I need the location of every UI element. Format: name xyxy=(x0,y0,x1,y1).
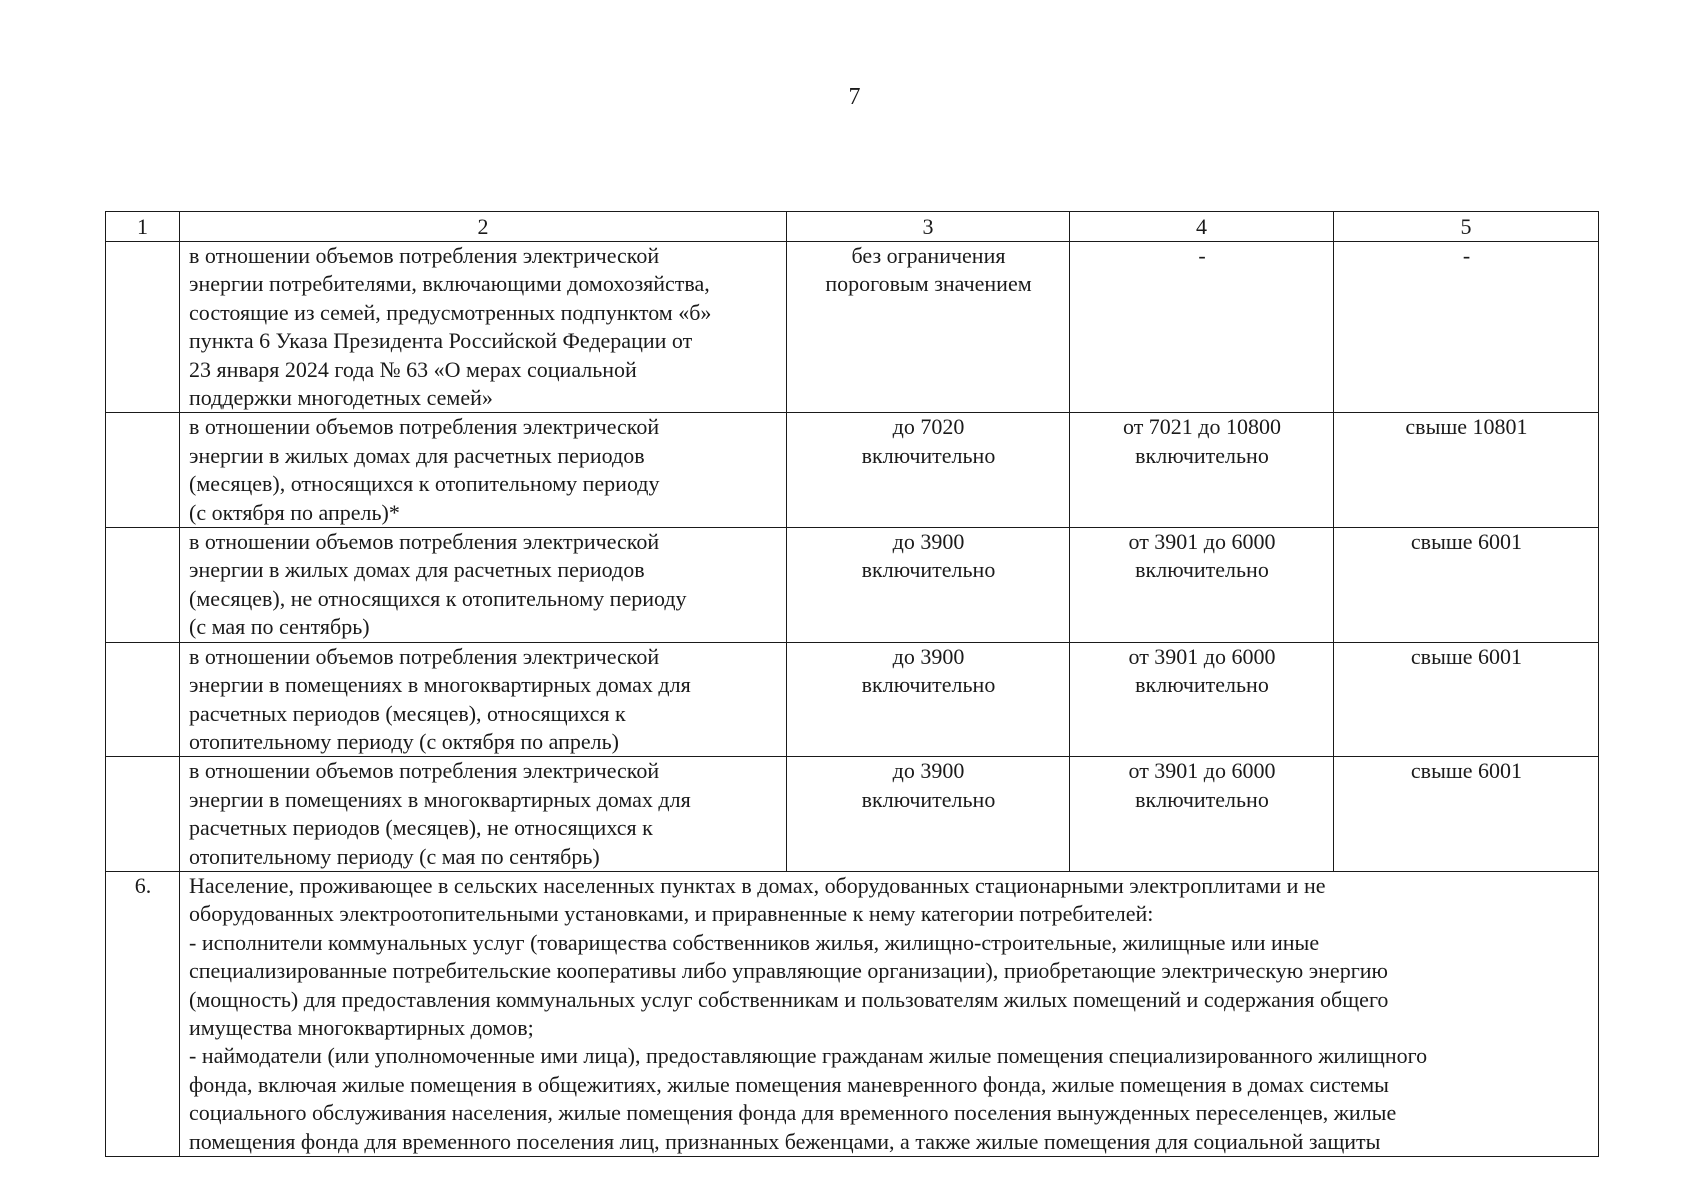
description-cell xyxy=(180,642,787,757)
table-header-row xyxy=(106,212,1599,242)
range-cell-col5 xyxy=(1334,642,1599,757)
cell-text-line: без ограничения xyxy=(851,243,1006,268)
cell-text-line: энергии в помещениях в многоквартирных домах для xyxy=(189,672,691,698)
section-6-text-cell xyxy=(180,871,1599,1156)
column-header: 3 xyxy=(787,212,1070,242)
range-cell-col4 xyxy=(1070,413,1334,528)
range-cell-col4 xyxy=(1070,528,1334,643)
range-cell-col5 xyxy=(1334,242,1599,413)
row-number-cell xyxy=(106,528,180,643)
cell-text-line: свыше 6001 xyxy=(1410,643,1523,669)
cell-text-line: энергии в жилых домах для расчетных периодов xyxy=(189,442,645,468)
page-number: 7 xyxy=(848,84,861,110)
section-number-cell: 6. xyxy=(106,871,180,1156)
cell-text-line: - xyxy=(1462,243,1471,268)
description-cell xyxy=(180,528,787,643)
description-cell xyxy=(180,757,787,872)
cell-text-line: оборудованных электроотопительными установками, и приравненные к нему категории потребителей: xyxy=(189,901,1154,927)
cell-text-line: фонда, включая жилые помещения в общежитиях, жилые помещения маневренного фонда, жилые помещения в домах системы xyxy=(189,1071,1389,1097)
cell-text-line: от 3901 до 6000 xyxy=(1128,758,1276,784)
cell-text-line: (с октября по апрель)* xyxy=(189,499,400,525)
cell-text-line: до 3900 xyxy=(892,643,965,669)
column-header: 4 xyxy=(1070,212,1334,242)
range-cell-col5 xyxy=(1334,528,1599,643)
cell-text-line: включительно xyxy=(1135,557,1269,583)
cell-text-line: энергии в помещениях в многоквартирных домах для xyxy=(189,786,691,812)
cell-text-line: включительно xyxy=(861,442,996,468)
cell-text-line: включительно xyxy=(861,557,996,583)
range-cell-col4 xyxy=(1070,242,1334,413)
cell-text-line: 23 января 2024 года № 63 «О мерах социальной xyxy=(189,356,637,382)
cell-text-line: включительно xyxy=(1135,442,1269,468)
table-row xyxy=(106,757,1599,872)
cell-text-line: (месяцев), относящихся к отопительному периоду xyxy=(189,471,660,497)
row-number-cell xyxy=(106,757,180,872)
section-6-row xyxy=(106,871,1599,1156)
cell-text-line: - исполнители коммунальных услуг (товарищества собственников жилья, жилищно-строительные, жилищные или иные xyxy=(189,929,1320,955)
cell-text-line: свыше 6001 xyxy=(1410,758,1523,784)
description-cell xyxy=(180,242,787,413)
cell-text-line: специализированные потребительские кооперативы либо управляющие организации), приобретающие электрическую энергию xyxy=(189,958,1388,984)
cell-text-line: включительно xyxy=(861,672,996,698)
cell-text-line: от 3901 до 6000 xyxy=(1128,643,1276,669)
tariff-table xyxy=(105,211,1599,1157)
table-row xyxy=(106,413,1599,528)
row-number-cell xyxy=(106,242,180,413)
description-cell xyxy=(180,413,787,528)
cell-text-line: состоящие из семей, предусмотренных подпунктом «б» xyxy=(189,299,712,325)
cell-text-line: Население, проживающее в сельских населенных пунктах в домах, оборудованных стационарными электроплитами и не xyxy=(189,872,1326,898)
cell-text-line: включительно xyxy=(861,786,996,812)
range-cell-col5 xyxy=(1334,757,1599,872)
range-cell-col3 xyxy=(787,242,1070,413)
cell-text-line: в отношении объемов потребления электрической xyxy=(189,758,660,784)
cell-text-line: до 3900 xyxy=(892,529,965,555)
table-row xyxy=(106,642,1599,757)
cell-text-line: пороговым значением xyxy=(825,271,1032,297)
cell-text-line: отопительному периоду (с октября по апрель) xyxy=(189,728,619,754)
column-header: 5 xyxy=(1334,212,1599,242)
column-header: 2 xyxy=(180,212,787,242)
cell-text-line: энергии в жилых домах для расчетных периодов xyxy=(189,557,645,583)
cell-text-line: расчетных периодов (месяцев), относящихся к xyxy=(189,700,626,726)
cell-text-line: в отношении объемов потребления электрической xyxy=(189,643,660,669)
range-cell-col3 xyxy=(787,642,1070,757)
cell-text-line: в отношении объемов потребления электрической xyxy=(189,414,660,440)
cell-text-line: до 7020 xyxy=(892,414,965,440)
range-cell-col4 xyxy=(1070,757,1334,872)
range-cell-col3 xyxy=(787,413,1070,528)
cell-text-line: до 3900 xyxy=(892,758,965,784)
range-cell-col5 xyxy=(1334,413,1599,528)
cell-text-line: - наймодатели (или уполномоченные ими лица), предоставляющие гражданам жилые помещения специализированного жилищного xyxy=(189,1043,1428,1069)
table-row xyxy=(106,528,1599,643)
cell-text-line: - xyxy=(1198,243,1206,268)
cell-text-line: пункта 6 Указа Президента Российской Федерации от xyxy=(189,328,693,354)
cell-text-line: имущества многоквартирных домов; xyxy=(189,1014,534,1040)
range-cell-col3 xyxy=(787,757,1070,872)
cell-text-line: свыше 6001 xyxy=(1410,529,1523,555)
range-cell-col4 xyxy=(1070,642,1334,757)
row-number-cell xyxy=(106,642,180,757)
cell-text-line: отопительному периоду (с мая по сентябрь) xyxy=(189,843,600,869)
cell-text-line: социального обслуживания населения, жилые помещения фонда для временного поселения вынужденных переселенцев, жилые xyxy=(189,1100,1397,1126)
cell-text-line: в отношении объемов потребления электрической xyxy=(189,529,660,555)
cell-text-line: от 7021 до 10800 xyxy=(1122,414,1282,440)
cell-text-line: поддержки многодетных семей» xyxy=(189,385,493,411)
row-number-cell xyxy=(106,413,180,528)
cell-text-line: расчетных периодов (месяцев), не относящихся к xyxy=(189,815,653,841)
range-cell-col3 xyxy=(787,528,1070,643)
cell-text-line: включительно xyxy=(1135,786,1269,812)
cell-text-line: включительно xyxy=(1135,672,1269,698)
cell-text-line: помещения фонда для временного поселения лиц, признанных беженцами, а также жилые помещения для социальной защиты xyxy=(189,1128,1381,1154)
column-header: 1 xyxy=(106,212,180,242)
cell-text-line: (месяцев), не относящихся к отопительному периоду xyxy=(189,585,687,611)
table-row xyxy=(106,242,1599,413)
cell-text-line: (мощность) для предоставления коммунальных услуг собственникам и пользователям жилых помещений и содержания общего xyxy=(189,986,1389,1012)
cell-text-line: свыше 10801 xyxy=(1405,414,1528,440)
cell-text-line: энергии потребителями, включающими домохозяйства, xyxy=(189,271,710,297)
cell-text-line: от 3901 до 6000 xyxy=(1128,529,1276,555)
cell-text-line: в отношении объемов потребления электрической xyxy=(189,243,660,268)
cell-text-line: (с мая по сентябрь) xyxy=(189,614,370,640)
